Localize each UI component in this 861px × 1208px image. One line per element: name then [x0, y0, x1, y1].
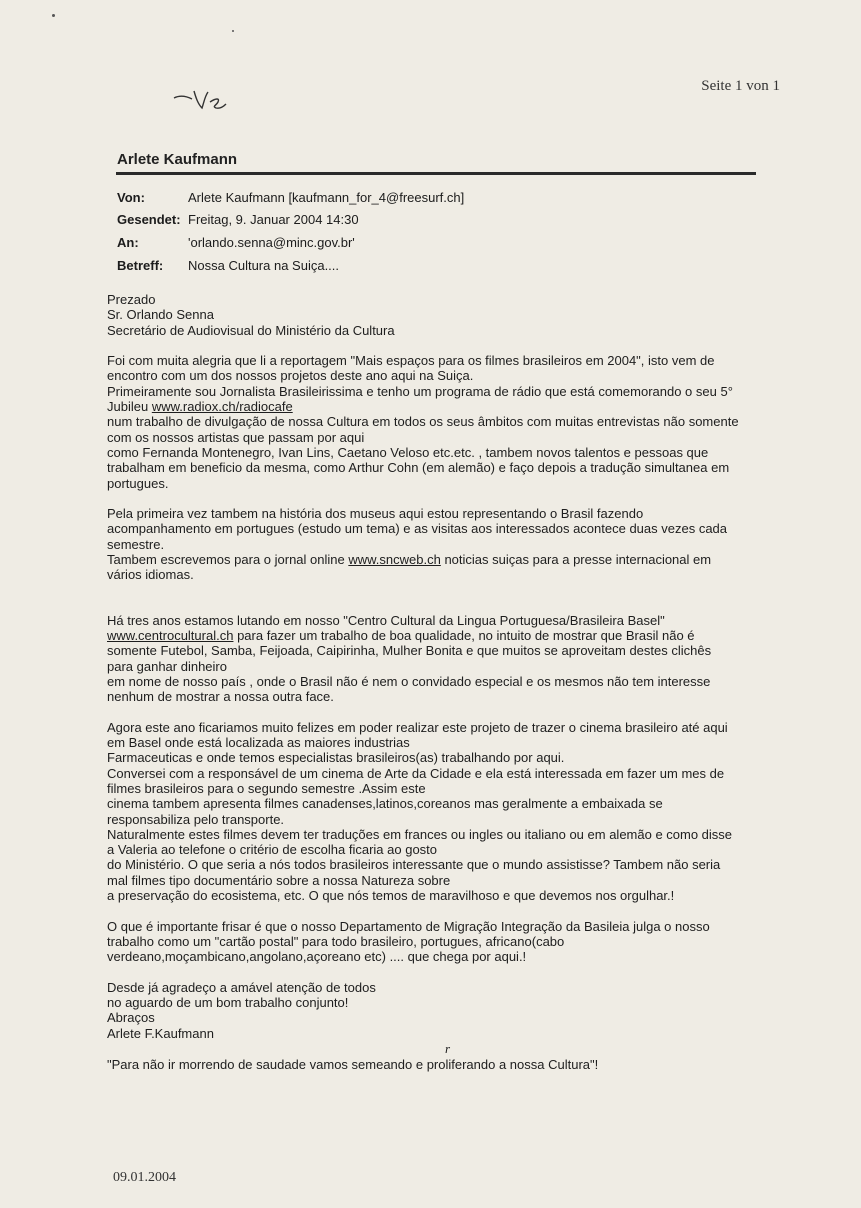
paragraph-museums: [107, 506, 767, 582]
closing-signature: Desde já agradeço a amável atenção de todos no aguardo de um bom trabalho conjunto! Abraços Arlete F.Kaufmann: [107, 979, 376, 1041]
centrocultural-link[interactable]: www.centrocultural.ch: [107, 627, 234, 643]
sent-value: Freitag, 9. Januar 2004 14:30: [188, 212, 359, 227]
paragraph-cinema-project: Agora este ano ficariamos muito felizes em poder realizar este projeto de trazer o cinema brasileiro até aqui em Basel onde está localizada as maiores industrias Farmaceuticas e onde temos especialistas brasileiros(as) trabalhando por aqui. Conversei com a responsável de um cinema de Arte da Cidade e ela está interessada em fazer um mes de filmes brasileiros para o segundo semestre .Assim este cinema tambem apresenta filmes canadenses,latinos,coreanos mas geralmente a embaixada se responsabiliza pelo transporte. Naturalmente estes filmes devem ter traduções em frances ou ingles ou italiano ou em alemão e como disse a Valeria ao telefone o critério de escolha ficaria ao gosto do Ministério. O que seria a nós todos brasileiros interessante que o mundo assistisse? Tambem não seria mal filmes tipo documentário sobre a nossa Natureza sobre a preservação do ecosistema, etc. O que nós temos de maravilhoso e que devemos nos orgulhar.!: [107, 719, 733, 903]
annotation-line: [107, 1040, 767, 1057]
handwritten-correction: r: [445, 1040, 451, 1056]
paragraph-centro-intro: Há tres anos estamos lutando em nosso "Centro Cultural da Lingua Portuguesa/Brasileira Basel": [107, 612, 665, 628]
paragraph-radio-intro: Foi com muita alegria que li a reportagem "Mais espaços para os filmes brasileiros em 2004", isto vem de encontro com um dos nossos projetos deste ano aqui na Suiça. Primeiramente sou Jornalista Brasileirissima e tenho um programa de rádio que está comemorando o seu 5° Jubileu: [107, 353, 733, 415]
header-divider: [116, 172, 756, 175]
date-stamp: 09.01.2004: [113, 1170, 176, 1185]
paragraph-centro-rest: para fazer um trabalho de boa qualidade, no intuito de mostrar que Brasil não é somente Futebol, Samba, Feijoada, Caipirinha, Mulher Bonita e que muitos se aproveitam destes clichês para ganhar dinheiro em nome de nosso país , onde o Brasil não é nem o convidado especial e os mesmos não tem interesse nenhum de mostrar a nossa outra face.: [107, 627, 712, 705]
greeting: Prezado Sr. Orlando Senna Secretário de Audiovisual do Ministério da Cultura: [107, 292, 395, 338]
subject-label: Betreff:: [117, 258, 164, 273]
email-body: [107, 292, 767, 1088]
sender-name: Arlete Kaufmann: [117, 151, 238, 168]
paragraph-migration-department: O que é importante frisar é que o nosso Departamento de Migração Integração da Basileia julga o nosso trabalho como um "cartão postal" para todo brasileiro, portugues, africano(cabo verdeano,moçambicano,angolano,açoreano etc) .... que chega por aqui.!: [107, 918, 710, 965]
to-label: An:: [117, 235, 139, 250]
to-value: 'orlando.senna@minc.gov.br': [188, 235, 355, 250]
sncweb-link[interactable]: www.sncweb.ch: [348, 552, 441, 568]
scan-speck: [232, 30, 234, 32]
page-number: Seite 1 von 1: [701, 78, 780, 94]
handwritten-initials-mark: [172, 86, 232, 112]
from-value: Arlete Kaufmann [kaufmann_for_4@freesurf.ch]: [188, 190, 465, 205]
paragraph-radio: [107, 353, 767, 491]
radio-link[interactable]: www.radiox.ch/radiocafe: [151, 399, 293, 415]
scan-speck: [52, 14, 55, 17]
paragraph-museums-intro: Pela primeira vez tambem na história dos museus aqui estou representando o Brasil fazendo acompanhamento em portugues (estudo um tema) e as visitas aos interessados acontece duas vezes cada semestre. Tambem escrevemos para o jornal online: [107, 506, 728, 568]
sent-label: Gesendet:: [117, 212, 181, 227]
subject-value: Nossa Cultura na Suiça....: [188, 258, 340, 273]
paragraph-radio-rest: num trabalho de divulgação de nossa Cultura em todos os seus âmbitos com muitas entrevistas não somente com os nossos artistas que passam por aqui como Fernanda Montenegro, Ivan Lins, Caetano Veloso etc.etc. , tambem novos talentos e pessoas que trabalham em beneficio da mesma, como Arthur Cohn (em alemão) e faço depois a tradução simultanea em portugues.: [107, 414, 739, 491]
paragraph-centro-cultural: [107, 613, 767, 705]
closing-quote: "Para não ir morrendo de saudade vamos semeando e proliferando a nossa Cultura"!: [107, 1056, 599, 1072]
paragraph-museums-rest: noticias suiças para a presse internacional em vários idiomas.: [107, 552, 712, 583]
from-label: Von:: [117, 190, 145, 205]
